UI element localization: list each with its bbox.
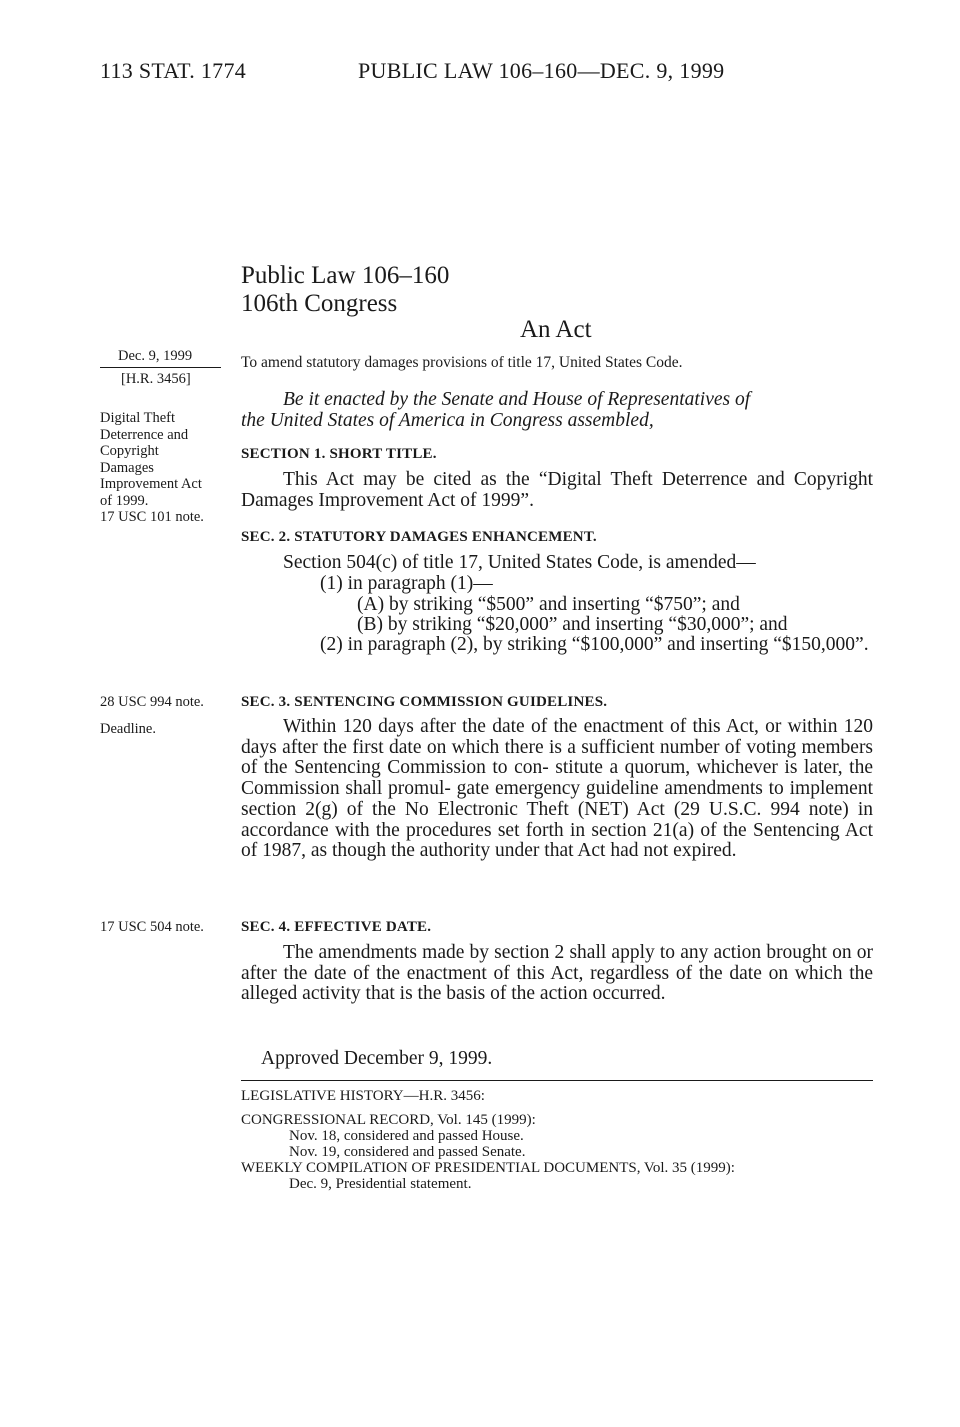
section-2-heading: SEC. 2. STATUTORY DAMAGES ENHANCEMENT. [241, 529, 597, 545]
section-2-p2-line: “$150,000”. [773, 634, 869, 655]
section-3-line: gate emergency guideline amendments to implement section 2(g) [241, 778, 874, 820]
section-2-paragraph-1: (1) in paragraph (1)— [320, 573, 493, 594]
section-3-heading: SEC. 3. SENTENCING COMMISSION GUIDELINES. [241, 694, 608, 710]
section-3-line: number of voting members of the Sentencing Commission to con- [241, 736, 874, 779]
history-divider [241, 1080, 873, 1081]
page-stat-number: 113 STAT. 1774 [100, 58, 247, 83]
section-4-body [241, 943, 873, 1005]
congress-title: 106th Congress [241, 290, 398, 317]
margin-divider [100, 367, 221, 368]
history-senate-action: Nov. 19, considered and passed Senate. [289, 1144, 526, 1160]
section-1-line: This Act may be cited as the “Digital Theft Deterrence and [283, 469, 785, 490]
page-law-date: PUBLIC LAW 106–160—DEC. 9, 1999 [358, 58, 725, 83]
margin-short-title-note [100, 410, 204, 526]
section-3-body [241, 717, 873, 862]
history-congressional-record: CONGRESSIONAL RECORD, Vol. 145 (1999): [241, 1112, 536, 1128]
section-1-heading: SECTION 1. SHORT TITLE. [241, 446, 437, 462]
section-1-line: Copyright Damages Improvement Act of 1999”. [241, 469, 873, 511]
section-2-intro: Section 504(c) of title 17, United States Code, is amended— [283, 552, 756, 573]
margin-date: Dec. 9, 1999 [118, 348, 193, 364]
history-house-action: Nov. 18, considered and passed House. [289, 1128, 524, 1144]
history-presidential-statement: Dec. 9, Presidential statement. [289, 1176, 472, 1192]
section-3-line: had not expired. [610, 840, 737, 862]
margin-note-line: Digital Theft [100, 410, 176, 426]
margin-note-line: Copyright [100, 443, 159, 459]
section-3-line: Sentencing Act of 1987, as though the authority under that Act [241, 819, 873, 862]
section-2-paragraph-2 [278, 635, 873, 656]
section-3-line: Within 120 days after the date of the enactment of this Act, [283, 716, 759, 737]
margin-sec4-citation: 17 USC 504 note. [100, 919, 204, 935]
margin-bill-number: [H.R. 3456] [121, 371, 191, 387]
section-2-p2-line: (2) in paragraph (2), by striking “$100,000” and inserting [320, 634, 769, 655]
section-3-line: stitute a quorum, whichever is later, the Commission shall promul- [241, 757, 874, 800]
section-4-heading: SEC. 4. EFFECTIVE DATE. [241, 919, 432, 935]
enacting-clause-line-1: Be it enacted by the Senate and House of Representatives of [283, 389, 751, 410]
section-4-line: The amendments made by section 2 shall apply to any action [283, 942, 762, 963]
margin-note-line: of 1999. [100, 492, 149, 509]
law-title: Public Law 106–160 [241, 262, 450, 289]
margin-sec3-citation: 28 USC 994 note. [100, 694, 204, 710]
section-2-subparagraph-a: (A) by striking “$500” and inserting “$750”; and [357, 594, 740, 615]
margin-note-line: Improvement Act [100, 476, 202, 492]
history-title: LEGISLATIVE HISTORY—H.R. 3456: [241, 1088, 485, 1104]
section-4-line: the action occurred. [511, 983, 666, 1005]
section-4-line: of the date on which the alleged activity that is the basis of [241, 962, 874, 1005]
margin-note-line: 17 USC 101 note. [100, 509, 204, 525]
section-3-line: accordance with the procedures set forth in section 21(a) of the [241, 819, 747, 841]
section-2-subparagraph-b: (B) by striking “$20,000” and inserting “$30,000”; and [357, 614, 788, 635]
section-3-line: or within 120 days after the first date on which there is a sufficient [241, 716, 873, 758]
approval-line: Approved December 9, 1999. [261, 1048, 493, 1069]
section-3-line: of the No Electronic Theft (NET) Act (29 U.S.C. 994 note) in [346, 798, 873, 820]
margin-note-line: Deterrence and [100, 426, 189, 443]
act-purpose: To amend statutory damages provisions of title 17, United States Code. [241, 354, 683, 371]
section-1-body [241, 470, 873, 511]
section-4-line: brought on or after the date of the enactment of this Act, regardless [241, 942, 874, 984]
margin-note-line: Damages [100, 459, 154, 476]
margin-deadline: Deadline. [100, 721, 156, 737]
act-heading: An Act [520, 316, 592, 343]
history-weekly-compilation: WEEKLY COMPILATION OF PRESIDENTIAL DOCUMENTS, Vol. 35 (1999): [241, 1160, 735, 1176]
enacting-clause-line-2: the United States of America in Congress assembled, [241, 410, 654, 431]
